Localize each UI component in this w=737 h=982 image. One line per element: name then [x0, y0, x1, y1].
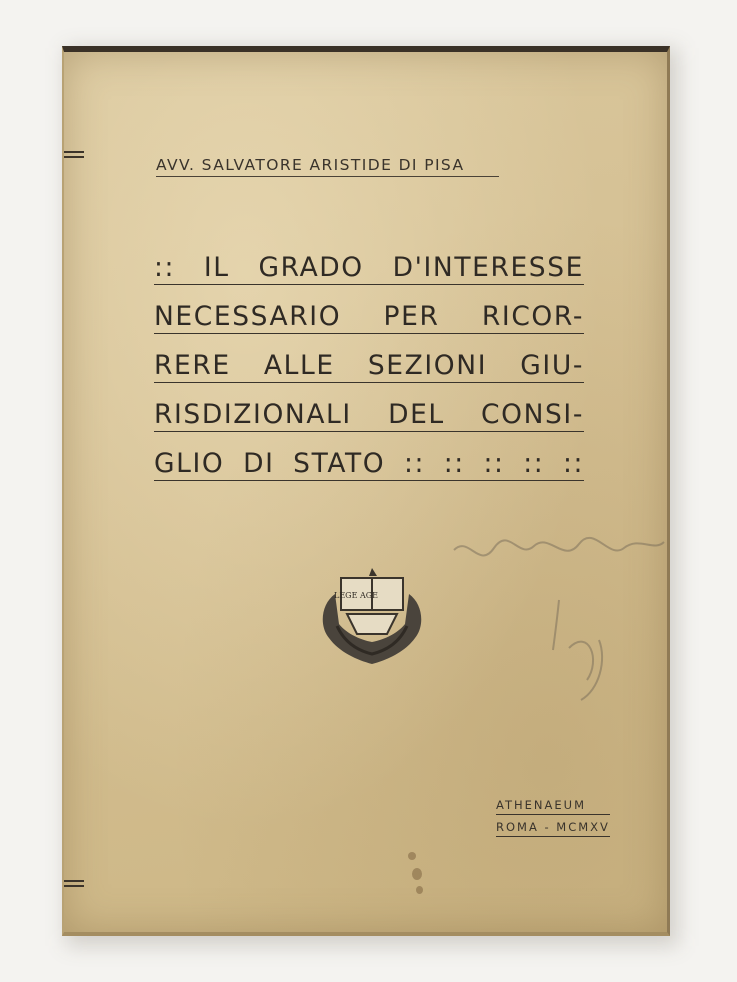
spine-mark-bottom: [64, 877, 86, 897]
stain-spot: [408, 852, 416, 860]
book-title: [154, 252, 584, 497]
title-line: NECESSARIO PER RICOR-: [154, 301, 584, 332]
title-line: RISDIZIONALI DEL CONSI-: [154, 399, 584, 430]
publisher-block: [496, 798, 610, 842]
title-line: GLIO DI STATO :: :: :: :: ::: [154, 448, 584, 479]
title-line: RERE ALLE SEZIONI GIU-: [154, 350, 584, 381]
author-name: AVV. SALVATORE ARISTIDE DI PISA: [156, 156, 499, 177]
place-year: ROMA - MCMXV: [496, 820, 610, 837]
spine-mark-top: [64, 148, 86, 168]
book-cover: [62, 46, 670, 936]
stain-spot: [416, 886, 423, 894]
emblem-text: LEGE AGE: [334, 591, 378, 600]
publisher-name: ATHENAEUM: [496, 798, 610, 815]
publisher-emblem-icon: [317, 564, 427, 668]
title-line: :: IL GRADO D'INTERESSE: [154, 252, 584, 283]
pencil-annotation: [449, 530, 669, 710]
stain-spot: [412, 868, 422, 880]
